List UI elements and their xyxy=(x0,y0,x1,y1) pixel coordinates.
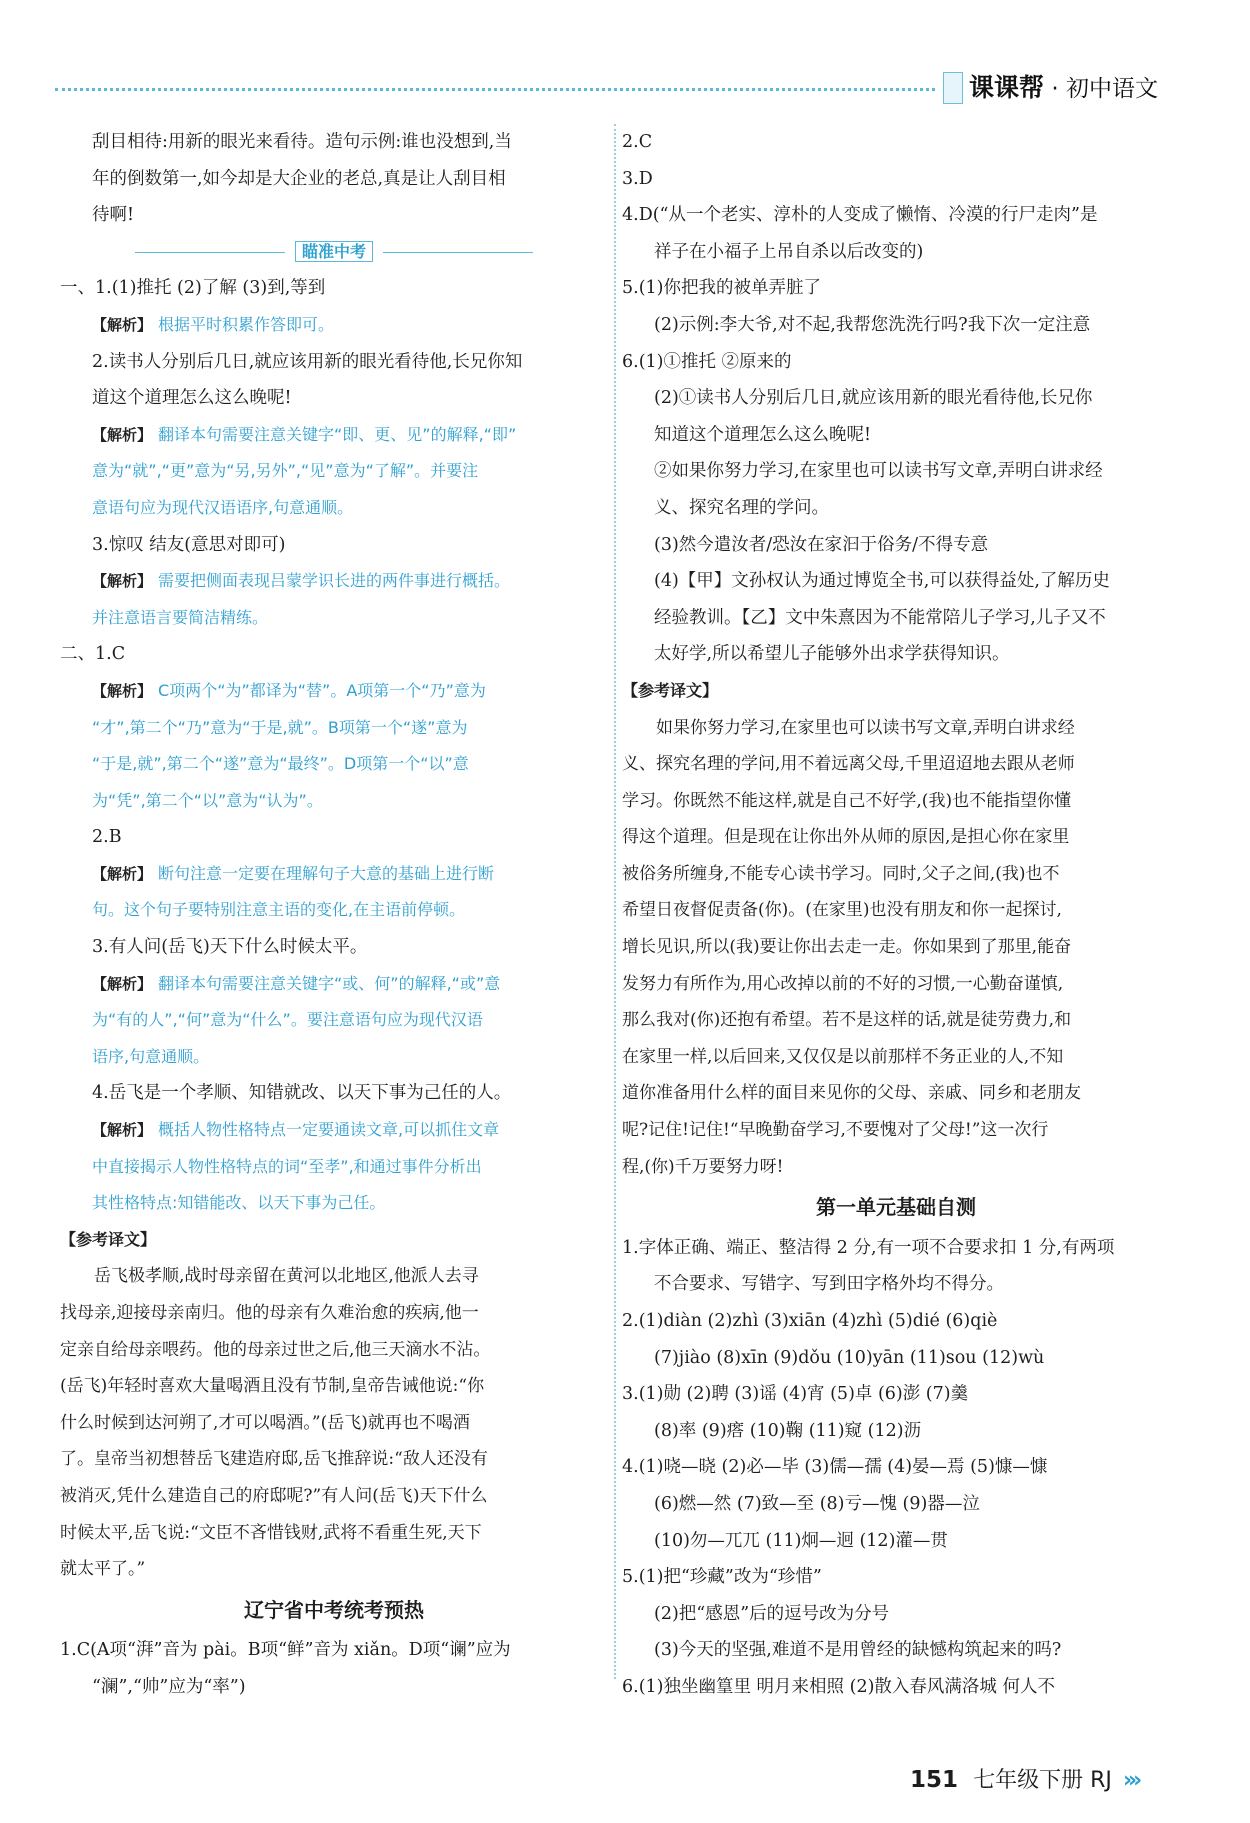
answer-line: 一、1.(1)推托 (2)了解 (3)到,等到 xyxy=(60,278,326,299)
prose-line: 义、探究名理的学问,用不着远离父母,千里迢迢地去跟从老师 xyxy=(622,754,1075,775)
prose-line: 道你准备用什么样的面目来见你的父母、亲戚、同乡和老朋友 xyxy=(622,1083,1081,1104)
explanation: 翻译本句需要注意关键字“或、何”的解释,“或”意 xyxy=(158,973,501,993)
answer-line: 2.(1)diàn (2)zhì (3)xiān (4)zhì (5)dié (6)qiè xyxy=(622,1311,998,1331)
section-title: 辽宁省中考统考预热 xyxy=(244,1597,424,1622)
page-number: 151 xyxy=(910,1767,959,1793)
jiexi-tag: 【解析】 xyxy=(92,974,153,993)
prose-line: 那么我对(你)还抱有希望。若不是这样的话,就是徒劳费力,和 xyxy=(622,1010,1072,1031)
prose-line: 被消灭,凭什么建造自己的府邸呢?”有人问(岳飞)天下什么 xyxy=(60,1485,488,1506)
jiexi-tag: 【解析】 xyxy=(92,1121,153,1140)
prose-line: (岳飞)年轻时喜欢大量喝酒且没有节制,皇帝告诫他说:“你 xyxy=(60,1376,485,1397)
explanation: 为“有的人”,“何”意为“什么”。要注意语句应为现代汉语 xyxy=(92,1010,483,1030)
prose-line: 就太平了。” xyxy=(60,1559,146,1580)
answer-line: ②如果你努力学习,在家里也可以读书写文章,弄明白讲求经 xyxy=(654,461,1103,482)
prose-line: 时候太平,岳飞说:“文臣不吝惜钱财,武将不看重生死,天下 xyxy=(60,1522,482,1543)
explanation: 句。这个句子要特别注意主语的变化,在主语前停顿。 xyxy=(92,900,466,920)
next-arrows-icon: ››› xyxy=(1122,1768,1139,1793)
explanation: 其性格特点:知错能改、以天下事为己任。 xyxy=(92,1193,386,1213)
explanation: 为“凭”,第二个“以”意为“认为”。 xyxy=(92,790,323,810)
explanation: 根据平时积累作答即可。 xyxy=(158,314,335,334)
intro-line: 待啊! xyxy=(92,205,135,226)
answer-line: 经验教训。【乙】文中朱熹因为不能常陪儿子学习,儿子又不 xyxy=(654,607,1106,628)
answer-line: (3)今天的坚强,难道不是用曾经的缺憾构筑起来的吗? xyxy=(654,1640,1062,1661)
answer-line: 5.(1)你把我的被单弄脏了 xyxy=(622,278,821,299)
answer-line: 太好学,所以希望儿子能够外出求学获得知识。 xyxy=(654,644,1010,665)
prose-line: 学习。你既然不能这样,就是自己不好学,(我)也不能指望你懂 xyxy=(622,790,1072,811)
prose-line: 在家里一样,以后回来,又仅仅是以前那样不务正业的人,不知 xyxy=(622,1046,1064,1067)
explanation: 意语句应为现代汉语语序,句意通顺。 xyxy=(92,497,354,517)
prose-line: 定亲自给母亲喂药。他的母亲过世之后,他三天滴水不沾。 xyxy=(60,1339,491,1360)
explanation: “于是,就”,第二个“遂”意为“最终”。D项第一个“以”意 xyxy=(92,754,469,774)
answer-line: 2.读书人分别后几日,就应该用新的眼光看待他,长兄你知 xyxy=(92,351,523,372)
brand-name: 课课帮 xyxy=(969,73,1045,102)
column-divider xyxy=(614,124,616,1679)
answer-line: 不合要求、写错字、写到田字格外均不得分。 xyxy=(654,1274,1004,1295)
prose-line: 找母亲,迎接母亲南归。他的母亲有久难治愈的疾病,他一 xyxy=(60,1303,479,1323)
section-heading xyxy=(60,234,608,271)
answer-line: 2.B xyxy=(92,827,122,848)
reference-translation xyxy=(622,710,1170,1186)
answer-line: 道这个道理怎么这么晚呢! xyxy=(92,388,292,409)
jiexi-tag: 【解析】 xyxy=(92,425,153,444)
explanation: 意为“就”,“更”意为“另,另外”,“见”意为“了解”。并要注 xyxy=(92,461,479,481)
answer-line: 4.D(“从一个老实、淳朴的人变成了懒惰、冷漠的行尸走肉”是 xyxy=(622,205,1098,226)
answer-line: 知道这个道理怎么这么晚呢! xyxy=(654,424,872,445)
page-footer xyxy=(910,1763,1138,1794)
answer-line: 3.(1)勋 (2)聘 (3)谣 (4)宵 (5)卓 (6)澎 (7)羹 xyxy=(622,1384,969,1405)
header-brand xyxy=(969,68,1158,104)
reference-heading: 【参考译文】 xyxy=(60,1229,157,1249)
explanation: 断句注意一定要在理解句子大意的基础上进行断 xyxy=(158,863,495,883)
answer-line: 5.(1)把“珍藏”改为“珍惜” xyxy=(622,1567,822,1588)
section-title: 第一单元基础自测 xyxy=(816,1195,976,1220)
answer-line: 二、1.C xyxy=(60,644,126,665)
answer-line: (7)jiào (8)xīn (9)dǒu (10)yān (11)sou (12)wù xyxy=(654,1347,1045,1368)
prose-line: 发努力有所作为,用心改掉以前的不好的习惯,一心勤奋谨慎, xyxy=(622,973,1064,994)
answer-line: 6.(1)独坐幽篁里 明月来相照 (2)散入春风满洛城 何人不 xyxy=(622,1676,1055,1697)
answer-line: 1.C(A项“湃”音为 pài。B项“鲜”音为 xiǎn。D项“谰”应为 xyxy=(60,1640,511,1661)
prose-line: 呢?记住!记住!“早晚勤奋学习,不要愧对了父母!”这一次行 xyxy=(622,1120,1049,1141)
reference-heading: 【参考译文】 xyxy=(622,680,719,700)
explanation: 需要把侧面表现吕蒙学识长进的两件事进行概括。 xyxy=(158,571,511,591)
jiexi-tag: 【解析】 xyxy=(92,315,153,334)
prose-line: 岳飞极孝顺,战时母亲留在黄河以北地区,他派人去寻 xyxy=(94,1266,479,1287)
grade-label: 七年级下册 RJ xyxy=(973,1768,1112,1793)
header-badge-icon xyxy=(943,72,963,104)
page-header xyxy=(55,68,1195,108)
prose-line: 希望日夜督促责备(你)。(在家里)也没有朋友和你一起探讨, xyxy=(622,900,1062,921)
answer-line: 6.(1)①推托 ②原来的 xyxy=(622,351,792,372)
header-dotted-line xyxy=(55,88,935,91)
answer-line: 义、探究名理的学问。 xyxy=(654,497,829,518)
prose-line: 增长见识,所以(我)要让你出去走一走。你如果到了那里,能奋 xyxy=(622,937,1072,958)
answer-line: 3.惊叹 结友(意思对即可) xyxy=(92,534,286,555)
left-column xyxy=(60,124,608,1706)
answer-line: “澜”,“帅”应为“率”) xyxy=(92,1676,246,1697)
answer-line: (2)示例:李大爷,对不起,我帮您洗洗行吗?我下次一定注意 xyxy=(654,314,1091,335)
answer-line: 4.(1)哓—晓 (2)必—毕 (3)儒—孺 (4)晏—焉 (5)慷—慷 xyxy=(622,1457,1048,1478)
explanation: 语序,句意通顺。 xyxy=(92,1046,210,1066)
explanation: 并注意语言要简洁精练。 xyxy=(92,607,269,627)
answer-line: 2.C xyxy=(622,132,653,152)
answer-line: 3.有人问(岳飞)天下什么时候太平。 xyxy=(92,937,368,958)
answer-line: (3)然今遣汝者/恐汝在家汩于俗务/不得专意 xyxy=(654,534,989,555)
explanation: 中直接揭示人物性格特点的词“至孝”,和通过事件分析出 xyxy=(92,1156,482,1176)
explanation: 概括人物性格特点一定要通读文章,可以抓住文章 xyxy=(158,1120,500,1140)
answer-line: (4)【甲】文孙权认为通过博览全书,可以获得益处,了解历史 xyxy=(654,571,1110,592)
answer-line: 1.字体正确、端正、整洁得 2 分,有一项不合要求扣 1 分,有两项 xyxy=(622,1237,1115,1258)
prose-line: 什么时候到达河朔了,才可以喝酒。”(岳飞)就再也不喝酒 xyxy=(60,1412,470,1433)
answer-line: (6)燃—然 (7)致—至 (8)亏—愧 (9)器—泣 xyxy=(654,1493,980,1514)
explanation: C项两个“为”都译为“替”。A项第一个“乃”意为 xyxy=(158,680,486,700)
prose-line: 如果你努力学习,在家里也可以读书写文章,弄明白讲求经 xyxy=(656,717,1075,738)
explanation: “才”,第二个“乃”意为“于是,就”。B项第一个“遂”意为 xyxy=(92,717,468,737)
answer-line: 4.岳飞是一个孝顺、知错就改、以天下事为己任的人。 xyxy=(92,1083,512,1104)
answer-line: 祥子在小福子上吊自杀以后改变的) xyxy=(654,241,924,262)
answer-line: (2)把“感恩”后的逗号改为分号 xyxy=(654,1603,890,1624)
subject-name: 初中语文 xyxy=(1065,76,1158,102)
answer-line: (8)率 (9)瘩 (10)鞠 (11)窥 (12)沥 xyxy=(654,1420,922,1441)
reference-translation xyxy=(60,1258,608,1587)
intro-line: 刮目相待:用新的眼光来看待。造句示例:谁也没想到,当 xyxy=(92,132,512,152)
answer-line: (10)勿—兀兀 (11)炯—迥 (12)灌—贯 xyxy=(654,1530,948,1551)
right-column xyxy=(622,124,1170,1706)
prose-line: 被俗务所缠身,不能专心读书学习。同时,父子之间,(我)也不 xyxy=(622,863,1060,884)
jiexi-tag: 【解析】 xyxy=(92,864,153,883)
prose-line: 了。皇帝当初想替岳飞建造府邸,岳飞推辞说:“敌人还没有 xyxy=(60,1449,488,1470)
prose-line: 程,(你)千万要努力呀! xyxy=(622,1156,784,1177)
explanation: 翻译本句需要注意关键字“即、更、见”的解释,“即” xyxy=(158,424,517,444)
answer-line: (2)①读书人分别后几日,就应该用新的眼光看待他,长兄你 xyxy=(654,388,1093,409)
brand-separator: · xyxy=(1044,76,1066,102)
answer-line: 3.D xyxy=(622,168,653,189)
jiexi-tag: 【解析】 xyxy=(92,572,153,591)
prose-line: 得这个道理。但是现在让你出外从师的原因,是担心你在家里 xyxy=(622,827,1070,848)
section-heading-text: 瞄准中考 xyxy=(295,241,373,262)
jiexi-tag: 【解析】 xyxy=(92,681,153,700)
intro-line: 年的倒数第一,如今却是大企业的老总,真是让人刮目相 xyxy=(92,168,506,189)
